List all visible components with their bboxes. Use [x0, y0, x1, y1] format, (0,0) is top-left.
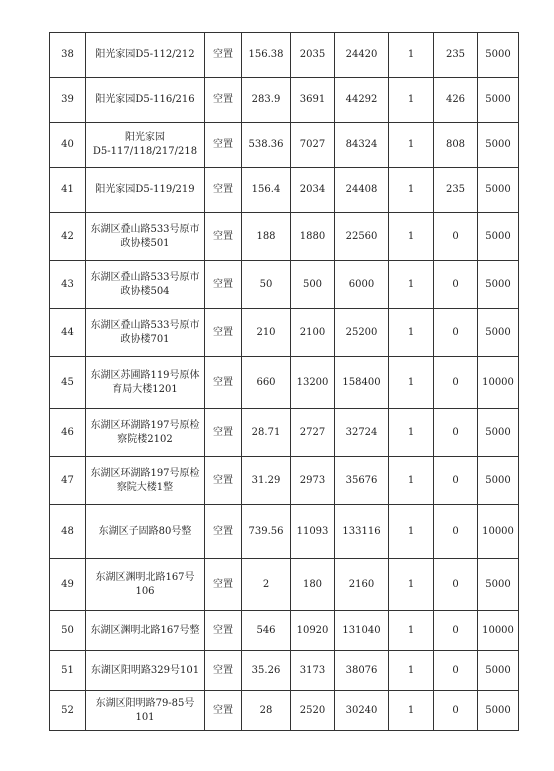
extra-value: 0 [434, 691, 478, 731]
vacancy-status: 空置 [205, 505, 242, 559]
annual-value: 38076 [335, 651, 389, 691]
table-row [50, 611, 519, 651]
count-value: 1 [389, 33, 434, 78]
row-number: 44 [50, 309, 86, 357]
row-number: 42 [50, 213, 86, 261]
area-value: 156.38 [242, 33, 291, 78]
row-number: 38 [50, 33, 86, 78]
row-number: 52 [50, 691, 86, 731]
table-row [50, 457, 519, 505]
deposit-value: 5000 [478, 213, 519, 261]
vacancy-status: 空置 [205, 78, 242, 123]
extra-value: 0 [434, 559, 478, 611]
vacancy-status: 空置 [205, 409, 242, 457]
annual-value: 25200 [335, 309, 389, 357]
extra-value: 0 [434, 261, 478, 309]
count-value: 1 [389, 611, 434, 651]
row-number: 48 [50, 505, 86, 559]
annual-value: 22560 [335, 213, 389, 261]
count-value: 1 [389, 409, 434, 457]
vacancy-status: 空置 [205, 123, 242, 168]
extra-value: 0 [434, 409, 478, 457]
extra-value: 426 [434, 78, 478, 123]
extra-value: 235 [434, 168, 478, 213]
area-value: 210 [242, 309, 291, 357]
extra-value: 0 [434, 213, 478, 261]
deposit-value: 10000 [478, 505, 519, 559]
count-value: 1 [389, 123, 434, 168]
table-row [50, 261, 519, 309]
row-number: 47 [50, 457, 86, 505]
table-row [50, 409, 519, 457]
monthly-value: 2973 [291, 457, 335, 505]
table-row [50, 357, 519, 409]
annual-value: 131040 [335, 611, 389, 651]
vacancy-status: 空置 [205, 457, 242, 505]
vacancy-status: 空置 [205, 33, 242, 78]
deposit-value: 5000 [478, 168, 519, 213]
count-value: 1 [389, 505, 434, 559]
property-address: 东湖区阳明路329号101 [86, 651, 205, 691]
annual-value: 30240 [335, 691, 389, 731]
row-number: 45 [50, 357, 86, 409]
extra-value: 0 [434, 611, 478, 651]
monthly-value: 500 [291, 261, 335, 309]
monthly-value: 2034 [291, 168, 335, 213]
count-value: 1 [389, 357, 434, 409]
table-row [50, 168, 519, 213]
vacancy-status: 空置 [205, 261, 242, 309]
monthly-value: 11093 [291, 505, 335, 559]
deposit-value: 5000 [478, 559, 519, 611]
annual-value: 6000 [335, 261, 389, 309]
annual-value: 32724 [335, 409, 389, 457]
table-row [50, 309, 519, 357]
property-address: 东湖区苏圃路119号原体 育局大楼1201 [86, 357, 205, 409]
property-address: 阳光家园D5-116/216 [86, 78, 205, 123]
area-value: 538.36 [242, 123, 291, 168]
deposit-value: 5000 [478, 123, 519, 168]
table-row [50, 559, 519, 611]
count-value: 1 [389, 559, 434, 611]
area-value: 28 [242, 691, 291, 731]
annual-value: 44292 [335, 78, 389, 123]
area-value: 50 [242, 261, 291, 309]
property-address: 阳光家园D5-112/212 [86, 33, 205, 78]
area-value: 28.71 [242, 409, 291, 457]
row-number: 49 [50, 559, 86, 611]
count-value: 1 [389, 691, 434, 731]
vacancy-status: 空置 [205, 691, 242, 731]
row-number: 39 [50, 78, 86, 123]
area-value: 2 [242, 559, 291, 611]
table-row [50, 691, 519, 731]
row-number: 41 [50, 168, 86, 213]
monthly-value: 2520 [291, 691, 335, 731]
monthly-value: 1880 [291, 213, 335, 261]
monthly-value: 13200 [291, 357, 335, 409]
annual-value: 84324 [335, 123, 389, 168]
property-address: 阳光家园D5-119/219 [86, 168, 205, 213]
property-address: 东湖区叠山路533号原市 政协楼504 [86, 261, 205, 309]
row-number: 50 [50, 611, 86, 651]
monthly-value: 3173 [291, 651, 335, 691]
extra-value: 235 [434, 33, 478, 78]
extra-value: 0 [434, 505, 478, 559]
count-value: 1 [389, 213, 434, 261]
area-value: 546 [242, 611, 291, 651]
table-row [50, 651, 519, 691]
annual-value: 158400 [335, 357, 389, 409]
vacancy-status: 空置 [205, 357, 242, 409]
table-body [50, 33, 519, 731]
count-value: 1 [389, 309, 434, 357]
monthly-value: 3691 [291, 78, 335, 123]
count-value: 1 [389, 168, 434, 213]
area-value: 31.29 [242, 457, 291, 505]
deposit-value: 5000 [478, 309, 519, 357]
property-address: 东湖区子固路80号整 [86, 505, 205, 559]
area-value: 283.9 [242, 78, 291, 123]
vacancy-status: 空置 [205, 611, 242, 651]
vacancy-status: 空置 [205, 213, 242, 261]
property-table [49, 32, 519, 731]
area-value: 35.26 [242, 651, 291, 691]
extra-value: 808 [434, 123, 478, 168]
table-row [50, 33, 519, 78]
deposit-value: 10000 [478, 357, 519, 409]
table-row [50, 78, 519, 123]
property-address: 阳光家园 D5-117/118/217/218 [86, 123, 205, 168]
property-address: 东湖区渊明北路167号 106 [86, 559, 205, 611]
count-value: 1 [389, 78, 434, 123]
count-value: 1 [389, 651, 434, 691]
monthly-value: 180 [291, 559, 335, 611]
area-value: 660 [242, 357, 291, 409]
annual-value: 35676 [335, 457, 389, 505]
deposit-value: 5000 [478, 78, 519, 123]
row-number: 51 [50, 651, 86, 691]
vacancy-status: 空置 [205, 651, 242, 691]
count-value: 1 [389, 261, 434, 309]
table-row [50, 123, 519, 168]
deposit-value: 5000 [478, 651, 519, 691]
property-address: 东湖区环湖路197号原检 察院楼2102 [86, 409, 205, 457]
deposit-value: 5000 [478, 261, 519, 309]
property-address: 东湖区阳明路79-85号 101 [86, 691, 205, 731]
deposit-value: 5000 [478, 457, 519, 505]
area-value: 156.4 [242, 168, 291, 213]
property-address: 东湖区叠山路533号原市 政协楼501 [86, 213, 205, 261]
monthly-value: 7027 [291, 123, 335, 168]
extra-value: 0 [434, 309, 478, 357]
monthly-value: 10920 [291, 611, 335, 651]
vacancy-status: 空置 [205, 309, 242, 357]
row-number: 43 [50, 261, 86, 309]
annual-value: 133116 [335, 505, 389, 559]
vacancy-status: 空置 [205, 559, 242, 611]
monthly-value: 2727 [291, 409, 335, 457]
table-row [50, 213, 519, 261]
annual-value: 2160 [335, 559, 389, 611]
area-value: 739.56 [242, 505, 291, 559]
extra-value: 0 [434, 457, 478, 505]
monthly-value: 2100 [291, 309, 335, 357]
row-number: 40 [50, 123, 86, 168]
deposit-value: 5000 [478, 691, 519, 731]
area-value: 188 [242, 213, 291, 261]
vacancy-status: 空置 [205, 168, 242, 213]
row-number: 46 [50, 409, 86, 457]
deposit-value: 5000 [478, 409, 519, 457]
extra-value: 0 [434, 651, 478, 691]
monthly-value: 2035 [291, 33, 335, 78]
extra-value: 0 [434, 357, 478, 409]
annual-value: 24420 [335, 33, 389, 78]
deposit-value: 5000 [478, 33, 519, 78]
property-address: 东湖区环湖路197号原检 察院大楼1整 [86, 457, 205, 505]
deposit-value: 10000 [478, 611, 519, 651]
property-address: 东湖区叠山路533号原市 政协楼701 [86, 309, 205, 357]
count-value: 1 [389, 457, 434, 505]
annual-value: 24408 [335, 168, 389, 213]
property-address: 东湖区渊明北路167号整 [86, 611, 205, 651]
table-row [50, 505, 519, 559]
